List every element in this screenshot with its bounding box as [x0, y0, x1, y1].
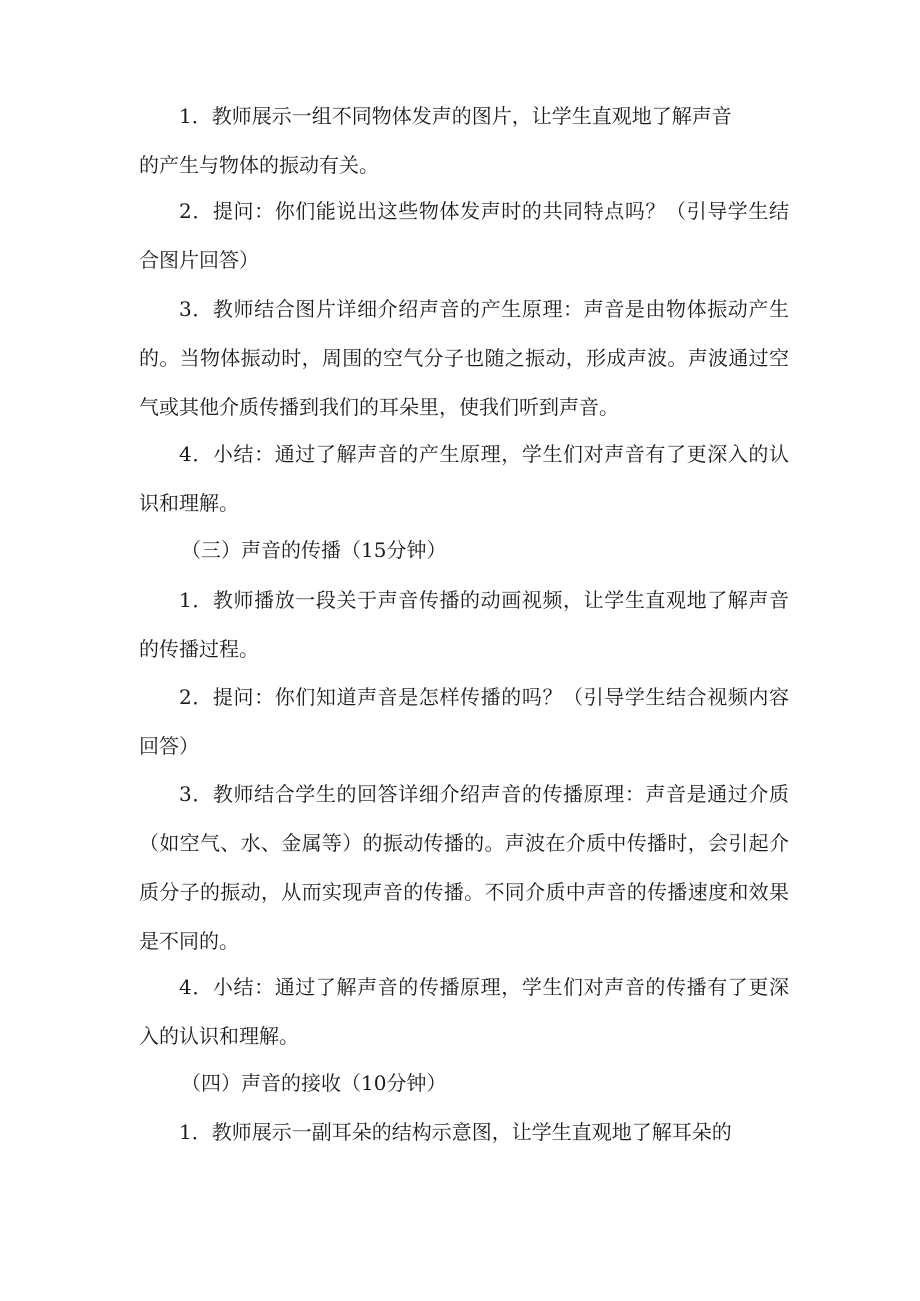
text-line: 4．小结：通过了解声音的产生原理，学生们对声音有了更深入的认	[179, 442, 789, 466]
section-heading-3	[139, 526, 789, 575]
paragraph-2	[139, 187, 789, 285]
text-line: 的产生与物体的振动有关。	[139, 153, 379, 177]
text-line: （如空气、水、金属等）的振动传播的。声波在介质中传播时，会引起介	[139, 831, 789, 855]
text-line: 是不同的。	[139, 929, 239, 953]
text-line: 1．教师播放一段关于声音传播的动画视频，让学生直观地了解声音	[179, 588, 789, 612]
section-heading-4	[139, 1059, 789, 1108]
heading-text: （四）声音的接收（10分钟）	[181, 1071, 447, 1095]
text-line: 4．小结：通过了解声音的传播原理，学生们对声音的传播有了更深	[179, 975, 789, 999]
paragraph-1	[139, 92, 789, 190]
paragraph-6	[139, 673, 789, 771]
text-line: 的。当物体振动时，周围的空气分子也随之振动，形成声波。声波通过空	[139, 346, 789, 370]
paragraph-7	[139, 770, 789, 966]
paragraph-8	[139, 963, 789, 1061]
paragraph-4	[139, 430, 789, 528]
text-line: 质分子的振动，从而实现声音的传播。不同介质中声音的传播速度和效果	[139, 880, 789, 904]
text-line: 气或其他介质传播到我们的耳朵里，使我们听到声音。	[139, 395, 619, 419]
heading-text: （三）声音的传播（15分钟）	[181, 538, 447, 562]
text-line: 1．教师展示一组不同物体发声的图片，让学生直观地了解声音	[179, 104, 732, 128]
text-line: 2．提问：你们知道声音是怎样传播的吗？（引导学生结合视频内容	[179, 685, 789, 709]
text-line: 3．教师结合学生的回答详细介绍声音的传播原理：声音是通过介质	[179, 782, 789, 806]
paragraph-3	[139, 285, 789, 432]
text-line: 回答）	[139, 734, 199, 758]
text-line: 1．教师展示一副耳朵的结构示意图，让学生直观地了解耳朵的	[179, 1120, 732, 1144]
text-line: 识和理解。	[139, 491, 239, 515]
paragraph-5	[139, 576, 789, 674]
text-line: 3．教师结合图片详细介绍声音的产生原理：声音是由物体振动产生	[179, 297, 789, 321]
text-line: 合图片回答）	[139, 248, 259, 272]
text-line: 的传播过程。	[139, 637, 259, 661]
text-line: 2．提问：你们能说出这些物体发声时的共同特点吗？（引导学生结	[179, 199, 789, 223]
paragraph-9	[139, 1108, 789, 1157]
text-line: 入的认识和理解。	[139, 1024, 299, 1048]
